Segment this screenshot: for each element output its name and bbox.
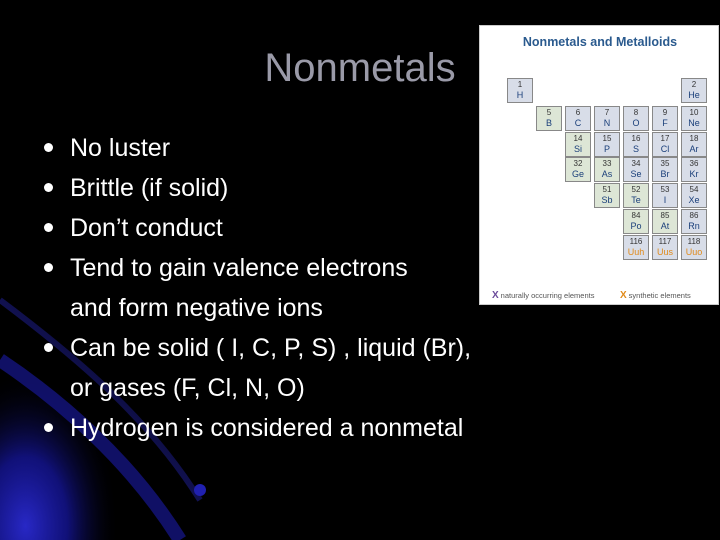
element-cell-uuh [623,235,649,260]
element-number: 33 [602,159,612,168]
element-symbol: As [601,169,613,179]
element-cell-sb [594,183,620,208]
element-symbol: Te [631,195,641,205]
element-cell-ge [565,157,591,182]
bullet-text: Brittle (if solid) [70,174,229,202]
element-number: 51 [602,185,612,194]
element-number: 34 [631,159,641,168]
periodic-table-image [479,25,719,305]
element-cell-si [565,132,591,157]
element-cell-he [681,78,707,103]
element-number: 118 [687,237,701,246]
element-symbol: C [574,118,582,128]
element-number: 117 [658,237,672,246]
element-number: 52 [631,185,641,194]
element-cell-as [594,157,620,182]
element-symbol: Ar [689,144,699,154]
bullet-text: Don’t conduct [70,214,223,242]
bullet-dot-icon [44,223,53,232]
element-number: 10 [689,108,699,117]
element-symbol: S [632,144,639,154]
legend-item [620,290,691,301]
legend-item [492,290,594,301]
bullet-text: Tend to gain valence electrons [70,254,408,282]
legend-label: synthetic elements [628,291,691,300]
element-symbol: Br [660,169,670,179]
bullet-text: Hydrogen is considered a nonmetal [70,414,464,442]
element-symbol: P [603,144,610,154]
legend-marker: X [620,290,627,301]
slide-title: Nonmetals [264,46,456,90]
element-cell-b [536,106,562,131]
element-cell-f [652,106,678,131]
element-number: 53 [660,185,670,194]
element-number: 32 [573,159,583,168]
element-symbol: He [688,90,700,100]
element-number: 8 [633,108,639,117]
element-cell-uuo [681,235,707,260]
element-number: 54 [689,185,699,194]
element-symbol: Ge [571,169,584,179]
element-symbol: Kr [689,169,699,179]
bullet-dot-icon [44,263,53,272]
element-symbol: Rn [688,221,700,231]
element-symbol: Uuo [685,247,703,257]
element-cell-ar [681,132,707,157]
bullet-dot-icon [44,143,53,152]
element-number: 18 [689,134,699,143]
element-cell-at [652,209,678,234]
element-symbol: Ne [688,118,700,128]
element-symbol: B [545,118,552,128]
element-number: 85 [660,211,670,220]
bullet-item [40,168,530,208]
element-number: 35 [660,159,670,168]
element-cell-cl [652,132,678,157]
element-symbol: F [662,118,668,128]
element-cell-i [652,183,678,208]
element-number: 15 [602,134,612,143]
element-cell-xe [681,183,707,208]
bullet-item [40,248,530,328]
bullet-dot-icon [44,183,53,192]
element-symbol: Uus [656,247,673,257]
element-symbol: O [632,118,640,128]
element-number: 16 [631,134,641,143]
element-symbol: N [603,118,611,128]
bullet-list [40,128,530,448]
element-number: 1 [517,80,523,89]
legend-label: naturally occurring elements [500,291,595,300]
element-number: 9 [662,108,668,117]
element-number: 6 [575,108,581,117]
element-cell-po [623,209,649,234]
element-cell-te [623,183,649,208]
bullet-item [40,208,530,248]
bullet-dot-icon [44,423,53,432]
element-cell-c [565,106,591,131]
element-cell-se [623,157,649,182]
element-number: 14 [573,134,583,143]
bullet-text: No luster [70,134,171,162]
element-number: 5 [546,108,552,117]
bullet-dot-icon [44,343,53,352]
element-cell-br [652,157,678,182]
periodic-table-title: Nonmetals and Metalloids [522,35,678,49]
element-cell-o [623,106,649,131]
element-cell-kr [681,157,707,182]
element-symbol: I [663,195,667,205]
element-number: 36 [689,159,699,168]
bullet-item [40,408,530,448]
bullet-text: Can be solid ( I, C, P, S) , liquid (Br), [70,334,472,362]
element-symbol: Uuh [627,247,645,257]
element-cell-p [594,132,620,157]
element-cell-uus [652,235,678,260]
element-cell-rn [681,209,707,234]
bullet-item [40,328,530,408]
element-cell-s [623,132,649,157]
element-number: 7 [604,108,610,117]
element-number: 2 [691,80,697,89]
bullet-text: and form negative ions [70,294,323,322]
element-symbol: Si [573,144,582,154]
element-cell-h [507,78,533,103]
element-symbol: Cl [660,144,670,154]
element-symbol: H [516,90,524,100]
element-number: 86 [689,211,699,220]
bullet-text: or gases (F, Cl, N, O) [70,374,305,402]
element-number: 84 [631,211,641,220]
element-number: 17 [660,134,670,143]
element-number: 116 [629,237,643,246]
bullet-item [40,128,530,168]
legend-marker: X [492,290,499,301]
element-cell-ne [681,106,707,131]
element-symbol: Xe [688,195,700,205]
element-symbol: At [660,221,670,231]
element-symbol: Sb [601,195,613,205]
element-symbol: Po [630,221,642,231]
element-cell-n [594,106,620,131]
element-symbol: Se [630,169,642,179]
